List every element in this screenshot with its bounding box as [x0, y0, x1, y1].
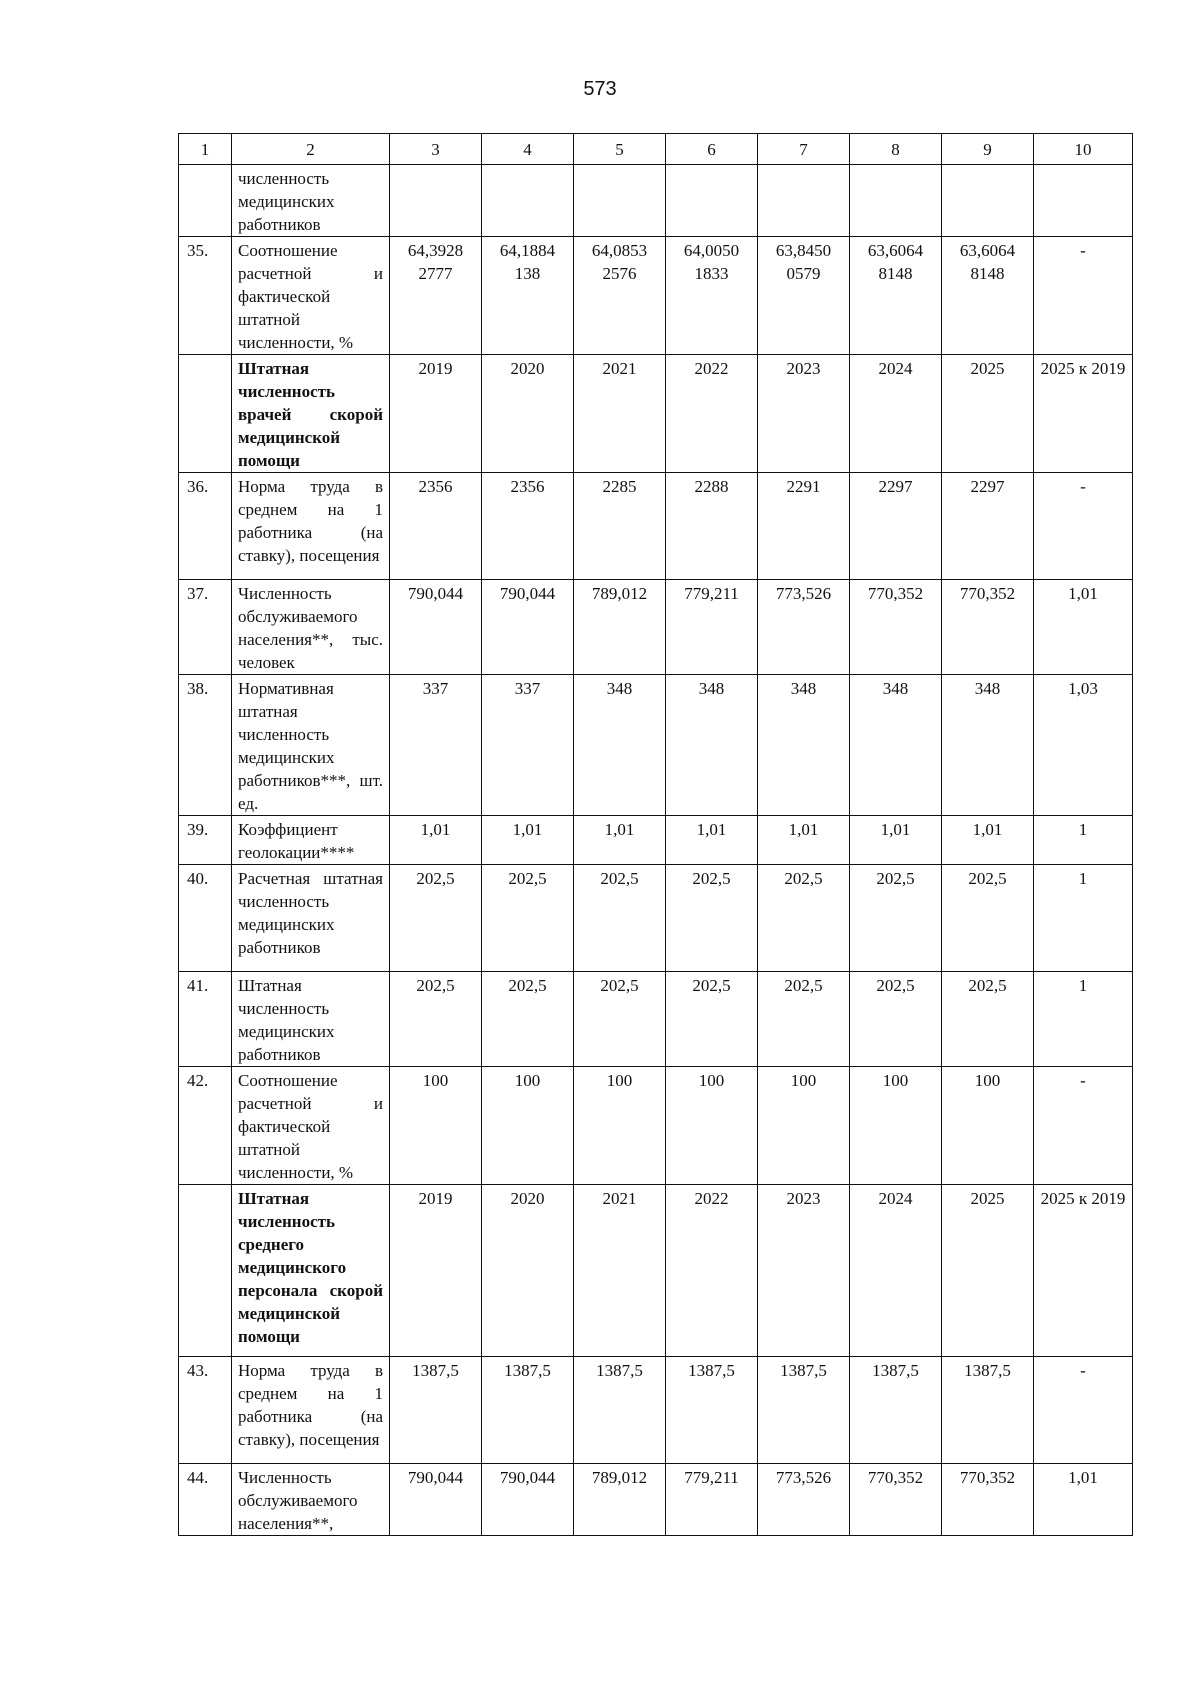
value-cell: 1387,5 [850, 1357, 942, 1464]
table-row [179, 165, 1133, 237]
value-cell: 2291 [758, 473, 850, 580]
value-cell [574, 165, 666, 237]
value-cell: 202,5 [850, 865, 942, 972]
value-cell: 64,1884 138 [482, 237, 574, 355]
ratio-cell: 2025 к 2019 [1034, 1185, 1133, 1357]
ratio-cell: - [1034, 1067, 1133, 1185]
value-cell: 790,044 [482, 1464, 574, 1536]
value-cell: 2288 [666, 473, 758, 580]
value-cell: 100 [942, 1067, 1034, 1185]
value-cell: 202,5 [390, 972, 482, 1067]
value-cell: 790,044 [390, 580, 482, 675]
value-cell: 337 [390, 675, 482, 816]
value-cell: 100 [666, 1067, 758, 1185]
value-cell: 2025 [942, 1185, 1034, 1357]
header-cell: 3 [390, 134, 482, 165]
value-cell: 202,5 [942, 972, 1034, 1067]
ratio-cell: - [1034, 473, 1133, 580]
header-cell: 2 [232, 134, 390, 165]
ratio-cell: - [1034, 1357, 1133, 1464]
value-cell: 773,526 [758, 580, 850, 675]
row-label: Нормативная штатная численность медицинских работников***, шт. ед. [232, 675, 390, 816]
value-cell: 348 [942, 675, 1034, 816]
value-cell [482, 165, 574, 237]
section-heading: Штатная численность среднего медицинского персонала скорой медицинской помощи [232, 1185, 390, 1357]
ratio-cell: - [1034, 237, 1133, 355]
value-cell: 100 [574, 1067, 666, 1185]
header-cell: 7 [758, 134, 850, 165]
value-cell: 202,5 [574, 972, 666, 1067]
value-cell [942, 165, 1034, 237]
value-cell: 202,5 [482, 972, 574, 1067]
value-cell: 1387,5 [390, 1357, 482, 1464]
data-table [178, 133, 1133, 1536]
value-cell: 1,01 [482, 816, 574, 865]
value-cell: 1,01 [574, 816, 666, 865]
table-row [179, 473, 1133, 580]
row-label: Численность обслуживаемого населения**, [232, 1464, 390, 1536]
ratio-cell: 1 [1034, 816, 1133, 865]
value-cell: 2020 [482, 1185, 574, 1357]
value-cell: 2022 [666, 1185, 758, 1357]
value-cell [758, 165, 850, 237]
value-cell: 348 [666, 675, 758, 816]
value-cell: 770,352 [850, 580, 942, 675]
row-label: Численность обслуживаемого населения**, тыс. человек [232, 580, 390, 675]
value-cell: 63,8450 0579 [758, 237, 850, 355]
value-cell: 348 [850, 675, 942, 816]
value-cell: 2022 [666, 355, 758, 473]
value-cell: 100 [850, 1067, 942, 1185]
value-cell: 789,012 [574, 580, 666, 675]
row-label: Соотношение расчетной и фактической штатной численности, % [232, 1067, 390, 1185]
value-cell: 2020 [482, 355, 574, 473]
value-cell: 1387,5 [942, 1357, 1034, 1464]
value-cell: 1,01 [758, 816, 850, 865]
table-row [179, 1464, 1133, 1536]
value-cell: 202,5 [758, 865, 850, 972]
row-number: 43. [179, 1357, 232, 1464]
row-number: 39. [179, 816, 232, 865]
value-cell: 2356 [390, 473, 482, 580]
value-cell: 348 [758, 675, 850, 816]
value-cell: 770,352 [850, 1464, 942, 1536]
table-row [179, 675, 1133, 816]
page-number: 573 [583, 78, 617, 100]
row-label: Норма труда в среднем на 1 работника (на ставку), посещения [232, 1357, 390, 1464]
value-cell: 2021 [574, 1185, 666, 1357]
table-row [179, 237, 1133, 355]
value-cell: 100 [482, 1067, 574, 1185]
value-cell [390, 165, 482, 237]
row-label: Норма труда в среднем на 1 работника (на ставку), посещения [232, 473, 390, 580]
ratio-cell [1034, 165, 1133, 237]
row-number: 40. [179, 865, 232, 972]
table-row [179, 1067, 1133, 1185]
value-cell: 337 [482, 675, 574, 816]
value-cell: 790,044 [390, 1464, 482, 1536]
table-row [179, 355, 1133, 473]
value-cell: 348 [574, 675, 666, 816]
value-cell: 2356 [482, 473, 574, 580]
value-cell: 770,352 [942, 580, 1034, 675]
value-cell: 789,012 [574, 1464, 666, 1536]
row-number: 37. [179, 580, 232, 675]
row-label: Соотношение расчетной и фактической штатной численности, % [232, 237, 390, 355]
value-cell: 773,526 [758, 1464, 850, 1536]
section-heading: Штатная численность врачей скорой медицинской помощи [232, 355, 390, 473]
row-label: численность медицинских работников [232, 165, 390, 237]
header-row [179, 134, 1133, 165]
value-cell: 1387,5 [482, 1357, 574, 1464]
value-cell: 2285 [574, 473, 666, 580]
value-cell: 63,6064 8148 [942, 237, 1034, 355]
header-cell: 1 [179, 134, 232, 165]
value-cell: 64,3928 2777 [390, 237, 482, 355]
value-cell: 202,5 [574, 865, 666, 972]
header-cell: 6 [666, 134, 758, 165]
value-cell: 202,5 [482, 865, 574, 972]
row-number: 44. [179, 1464, 232, 1536]
value-cell: 1387,5 [666, 1357, 758, 1464]
value-cell: 790,044 [482, 580, 574, 675]
value-cell: 2024 [850, 1185, 942, 1357]
ratio-cell: 1,01 [1034, 1464, 1133, 1536]
row-label: Расчетная штатная численность медицинских работников [232, 865, 390, 972]
value-cell: 100 [390, 1067, 482, 1185]
value-cell [666, 165, 758, 237]
value-cell: 1387,5 [574, 1357, 666, 1464]
value-cell: 2023 [758, 1185, 850, 1357]
value-cell: 202,5 [942, 865, 1034, 972]
value-cell: 2297 [850, 473, 942, 580]
value-cell: 202,5 [666, 972, 758, 1067]
row-label: Коэффициент геолокации**** [232, 816, 390, 865]
value-cell: 1,01 [666, 816, 758, 865]
row-number [179, 355, 232, 473]
row-number [179, 1185, 232, 1357]
table-row [179, 972, 1133, 1067]
value-cell: 2024 [850, 355, 942, 473]
value-cell: 100 [758, 1067, 850, 1185]
value-cell: 1,01 [850, 816, 942, 865]
value-cell: 770,352 [942, 1464, 1034, 1536]
table-row [179, 580, 1133, 675]
table-row [179, 1185, 1133, 1357]
value-cell: 202,5 [666, 865, 758, 972]
row-number: 38. [179, 675, 232, 816]
value-cell: 779,211 [666, 580, 758, 675]
header-cell: 8 [850, 134, 942, 165]
ratio-cell: 1 [1034, 972, 1133, 1067]
value-cell: 202,5 [390, 865, 482, 972]
value-cell: 2297 [942, 473, 1034, 580]
row-label: Штатная численность медицинских работников [232, 972, 390, 1067]
ratio-cell: 1,03 [1034, 675, 1133, 816]
value-cell: 202,5 [850, 972, 942, 1067]
header-cell: 5 [574, 134, 666, 165]
value-cell: 2023 [758, 355, 850, 473]
value-cell: 64,0853 2576 [574, 237, 666, 355]
value-cell: 63,6064 8148 [850, 237, 942, 355]
value-cell: 2021 [574, 355, 666, 473]
ratio-cell: 1 [1034, 865, 1133, 972]
value-cell: 2025 [942, 355, 1034, 473]
header-cell: 4 [482, 134, 574, 165]
value-cell: 1,01 [390, 816, 482, 865]
table-row [179, 816, 1133, 865]
ratio-cell: 2025 к 2019 [1034, 355, 1133, 473]
value-cell: 2019 [390, 355, 482, 473]
header-cell: 9 [942, 134, 1034, 165]
value-cell: 1387,5 [758, 1357, 850, 1464]
ratio-cell: 1,01 [1034, 580, 1133, 675]
value-cell: 64,0050 1833 [666, 237, 758, 355]
value-cell: 2019 [390, 1185, 482, 1357]
row-number: 42. [179, 1067, 232, 1185]
row-number: 41. [179, 972, 232, 1067]
row-number [179, 165, 232, 237]
value-cell: 1,01 [942, 816, 1034, 865]
row-number: 35. [179, 237, 232, 355]
row-number: 36. [179, 473, 232, 580]
value-cell: 202,5 [758, 972, 850, 1067]
value-cell: 779,211 [666, 1464, 758, 1536]
table-row [179, 865, 1133, 972]
table-row [179, 1357, 1133, 1464]
value-cell [850, 165, 942, 237]
header-cell: 10 [1034, 134, 1133, 165]
